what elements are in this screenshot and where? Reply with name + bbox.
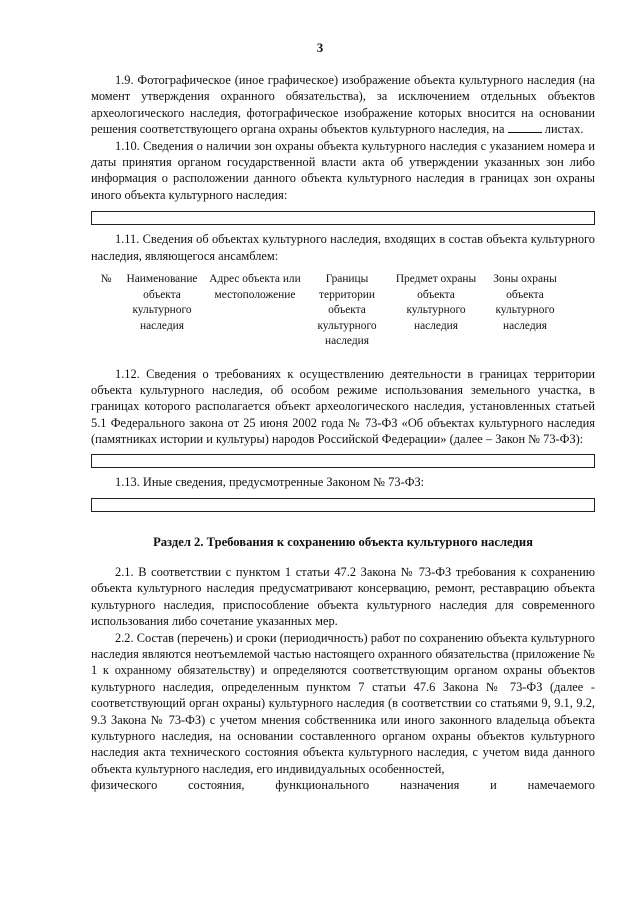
paragraph-1-9-text: 1.9. Фотографическое (иное графическое) изображение объекта культурного наследия (на момент утверждения охранного обязательства), за исключением отдельных объектов археологического наследия, фотографическое изображение которых вносится на основании решения соответствующего органа охраны объектов культурного наследия, на	[91, 73, 595, 137]
last-word-6: намечаемого	[527, 778, 595, 793]
header-subject: Предмет охраны объекта культурного наследия	[395, 273, 477, 332]
paragraph-1-9-end: листах.	[544, 122, 584, 137]
document-body	[91, 72, 595, 794]
header-borders: Границы территории объекта культурного наследия	[317, 273, 377, 348]
header-name: Наименование объекта культурного наследия	[126, 273, 198, 332]
header-address: Адрес объекта или местоположение	[209, 273, 301, 301]
paragraph-2-1: 2.1. В соответствии с пунктом 1 статьи 47.2 Закона № 73-ФЗ требования к сохранению объекта культурного наследия предусматривают консервацию, ремонт, реставрацию объекта культурного наследия, приспособление объекта культурного наследия для современного использования либо сочетание указанных мер.	[91, 565, 595, 629]
paragraph-1-9	[91, 72, 595, 138]
paragraph-1-13: 1.13. Иные сведения, предусмотренные Законом № 73-ФЗ:	[115, 474, 425, 489]
last-word-2: состояния,	[188, 778, 245, 793]
ensemble-table-header	[97, 272, 595, 350]
last-word-1: физического	[91, 778, 158, 793]
header-number: №	[100, 273, 112, 286]
header-zones: Зоны охраны объекта культурного наследия	[493, 273, 557, 332]
input-box-1-10[interactable]	[91, 211, 595, 225]
last-word-5: и	[490, 778, 497, 793]
last-word-4: назначения	[400, 778, 460, 793]
paragraph-1-11: 1.11. Сведения об объектах культурного наследия, входящих в состав объекта культурного наследия, являющегося ансамблем:	[91, 232, 595, 263]
page-number: 3	[316, 40, 324, 55]
paragraph-1-10: 1.10. Сведения о наличии зон охраны объекта культурного наследия с указанием номера и даты принятия органом государственной власти акта об утверждении указанных зон либо информация о расположении данного объекта культурного наследия в границах зон охраны иного объекта культурного наследия:	[91, 138, 595, 202]
section-2-title: Раздел 2. Требования к сохранению объекта культурного наследия	[153, 535, 533, 549]
input-box-1-13[interactable]	[91, 498, 595, 512]
paragraph-2-2-last-line	[91, 777, 595, 793]
input-box-1-12[interactable]	[91, 454, 595, 468]
paragraph-2-2: 2.2. Состав (перечень) и сроки (периодичность) работ по сохранению объекта культурного наследия являются неотъемлемой частью настоящего охранного обязательства (приложение № 1 к охранному обязательству) и определяются соответствующим органом охраны объектов культурного наследия, определенным пунктом 7 статьи 47.6 Закона № 73-ФЗ (далее - соответствующий орган охраны) культурного наследия (в соответствии со статьями 9, 9.1, 9.2, 9.3 Закона № 73-ФЗ) с учетом мнения собственника или иного законного владельца объекта культурного наследия, на основании составленного органом охраны объектов культурного наследия акта технического состояния объекта культурного наследия, с учетом вида данного объекта культурного наследия, его индивидуальных особенностей,	[91, 630, 595, 776]
blank-line	[508, 131, 542, 133]
last-word-3: функционального	[275, 778, 370, 793]
paragraph-1-12: 1.12. Сведения о требованиях к осуществлению деятельности в границах территории объекта культурного наследия, об особом режиме использования земельного участка, в границах которого располагается объект археологического наследия, установленных статьей 5.1 Федерального закона от 25 июня 2002 года № 73-ФЗ «Об объектах культурного наследия (памятниках истории и культуры) народов Российской Федерации» (далее – Закон № 73-ФЗ):	[91, 366, 595, 447]
